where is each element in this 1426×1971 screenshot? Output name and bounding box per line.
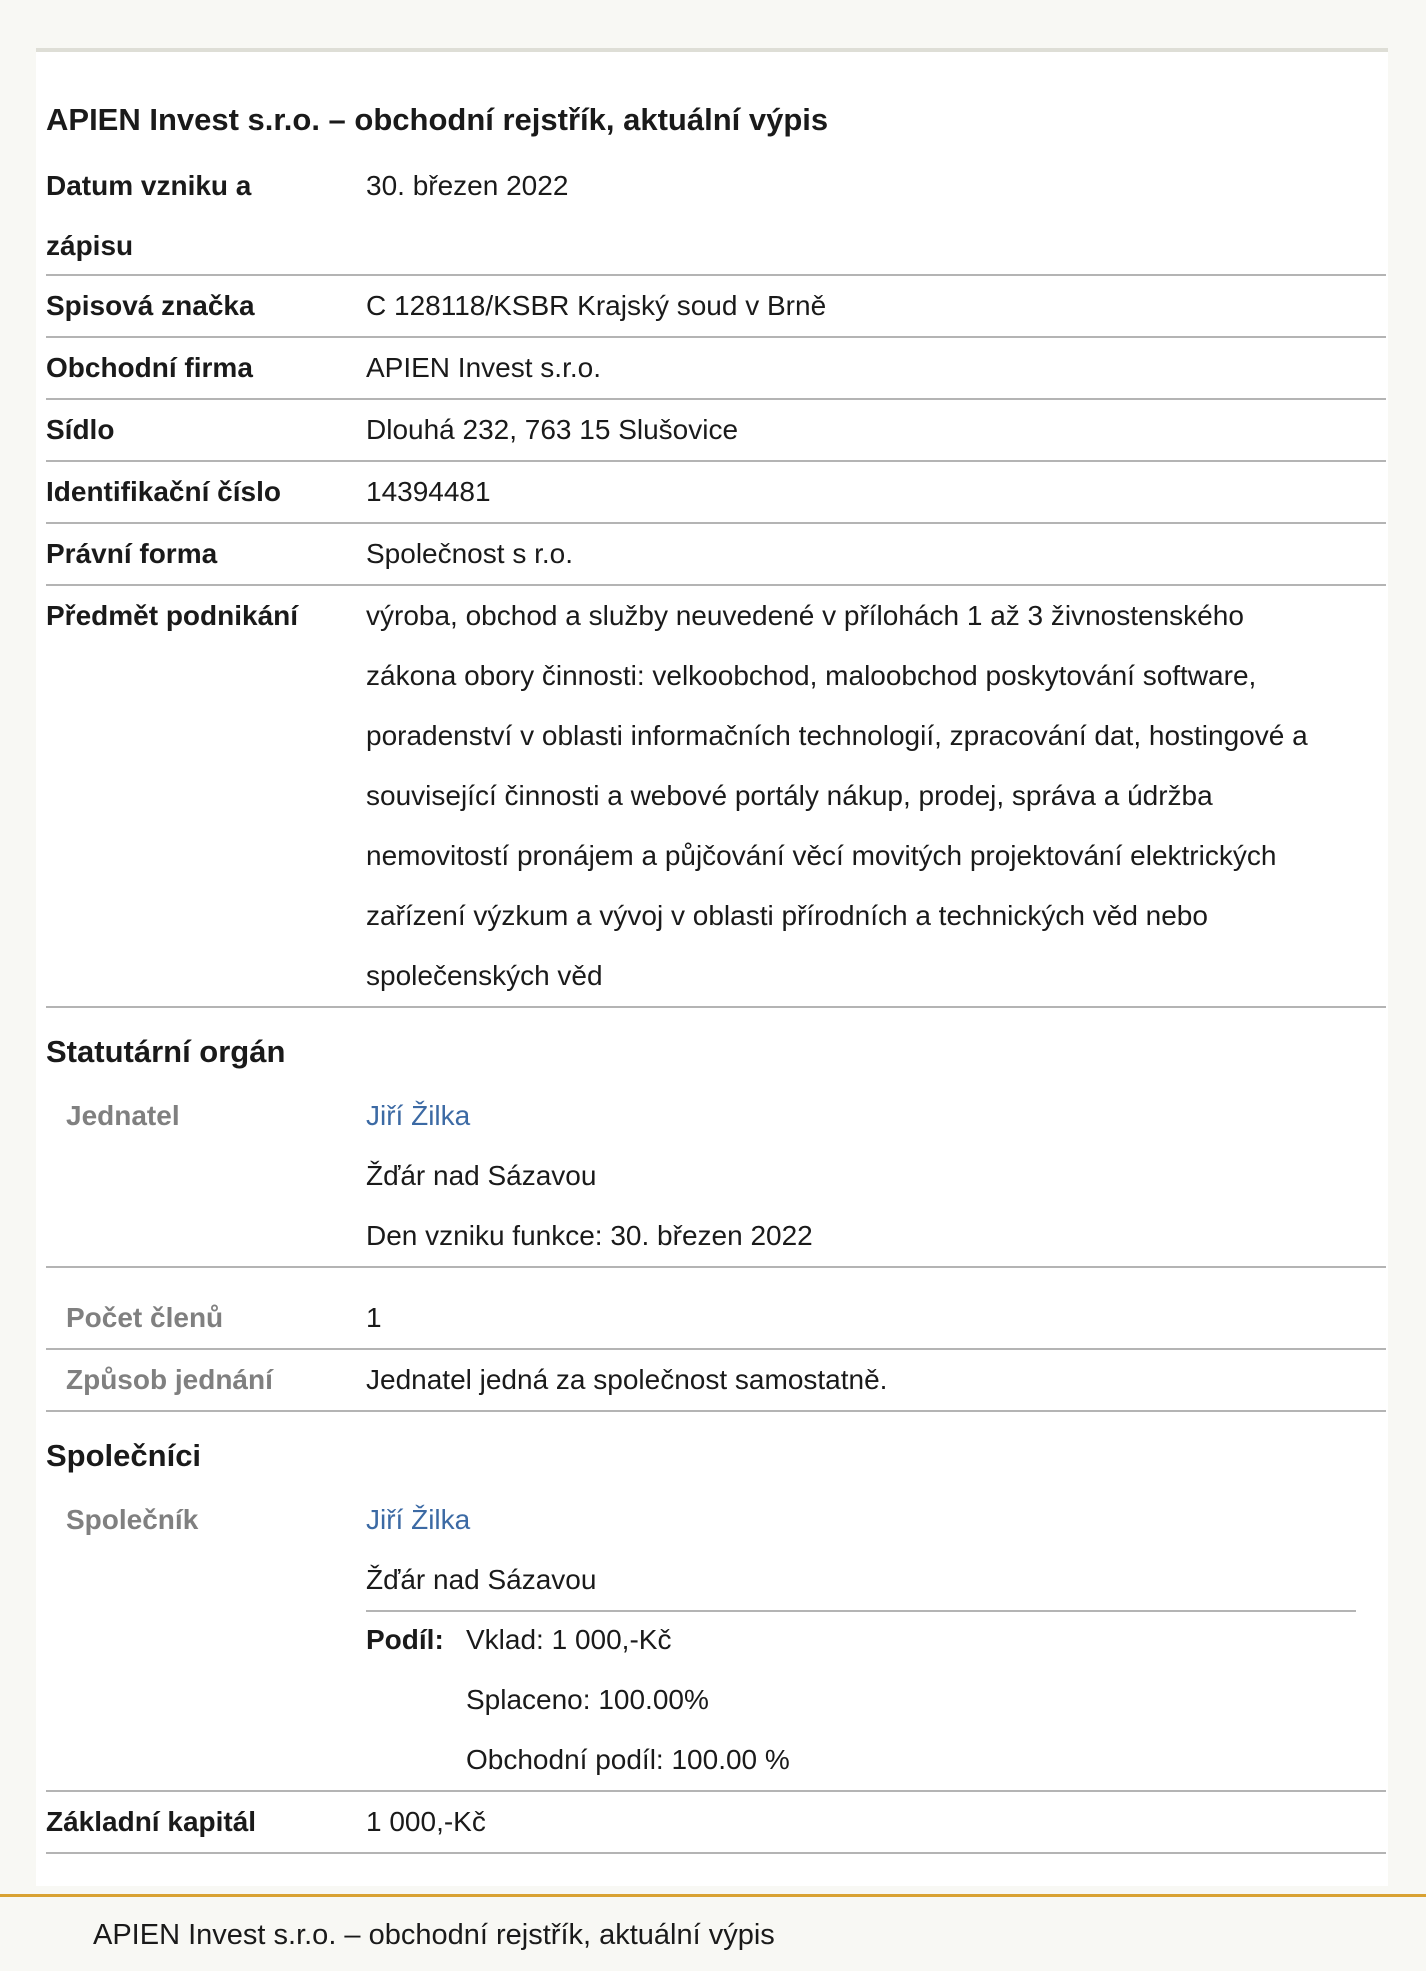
row-label: Počet členů: [66, 1302, 224, 1333]
row-value: Dlouhá 232, 763 15 Slušovice: [366, 414, 739, 445]
row-label: Základní kapitál: [46, 1806, 257, 1837]
executive-name-link[interactable]: Jiří Žilka: [366, 1100, 471, 1131]
share-label: Podíl:: [366, 1624, 444, 1655]
row-label: Způsob jednání: [66, 1364, 273, 1395]
row-value: [366, 586, 1386, 1006]
share-deposit: Vklad: 1 000,-Kč: [466, 1624, 672, 1655]
row-partner: [46, 1490, 1386, 1792]
row-value: APIEN Invest s.r.o.: [366, 352, 601, 383]
section-heading-partners: Společníci: [46, 1438, 202, 1473]
section-heading-statutory: Statutární orgán: [46, 1034, 286, 1069]
row-executive: [46, 1086, 1386, 1268]
row-value: [366, 1490, 1386, 1610]
row-label: Společník: [66, 1504, 199, 1535]
row-seat: [46, 400, 1386, 462]
executive-since: Den vzniku funkce: 30. březen 2022: [366, 1220, 813, 1251]
executive-city: Žďár nad Sázavou: [366, 1160, 597, 1191]
row-label: [46, 156, 346, 276]
value-line: výroba, obchod a služby neuvedené v přílohách 1 až 3 živnostenského: [366, 600, 1244, 631]
footer-title: APIEN Invest s.r.o. – obchodní rejstřík, aktuální výpis: [93, 1919, 775, 1951]
row-value: 14394481: [366, 476, 491, 507]
partner-name-link[interactable]: Jiří Žilka: [366, 1504, 471, 1535]
value-line: společenských věd: [366, 960, 603, 991]
label-line: Datum vzniku a: [46, 170, 252, 201]
row-label: Obchodní firma: [46, 352, 253, 383]
row-label: Spisová značka: [46, 290, 255, 321]
page-title: APIEN Invest s.r.o. – obchodní rejstřík, aktuální výpis: [46, 102, 829, 137]
share-paid: Splaceno: 100.00%: [466, 1684, 709, 1715]
value-line: související činnosti a webové portály nákup, prodej, správa a údržba: [366, 780, 1213, 811]
row-legal-form: [46, 524, 1386, 586]
footer-bar: [0, 1894, 1426, 1971]
row-id-number: [46, 462, 1386, 524]
value-line: poradenství v oblasti informačních technologií, zpracování dat, hostingové a: [366, 720, 1308, 751]
row-label: Právní forma: [46, 538, 218, 569]
row-value: Společnost s r.o.: [366, 538, 574, 569]
row-value: Jednatel jedná za společnost samostatně.: [366, 1364, 888, 1395]
register-card: [36, 48, 1388, 1886]
row-label: Jednatel: [66, 1100, 180, 1131]
value-line: nemovitostí pronájem a půjčování věcí movitých projektování elektrických: [366, 840, 1277, 871]
share-business-share: Obchodní podíl: 100.00 %: [466, 1744, 790, 1775]
label-line: zápisu: [46, 230, 134, 261]
row-value: C 128118/KSBR Krajský soud v Brně: [366, 290, 827, 321]
row-label: Identifikační číslo: [46, 476, 281, 507]
row-business-activity: [46, 586, 1386, 1008]
partner-city: Žďár nad Sázavou: [366, 1564, 597, 1595]
row-file-number: [46, 276, 1386, 338]
row-date-established: [46, 156, 1386, 276]
row-value: 30. březen 2022: [366, 170, 569, 201]
row-value: 1: [366, 1302, 382, 1333]
row-company-name: [46, 338, 1386, 400]
value-line: zákona obory činnosti: velkoobchod, maloobchod poskytování software,: [366, 660, 1257, 691]
share-values: [466, 1610, 790, 1790]
row-value: 1 000,-Kč: [366, 1806, 486, 1837]
value-line: zařízení výzkum a vývoj v oblasti přírodních a technických věd nebo: [366, 900, 1208, 931]
row-value: [366, 1086, 1386, 1266]
row-label: Předmět podnikání: [46, 600, 299, 631]
row-label: Sídlo: [46, 414, 115, 445]
row-member-count: [46, 1288, 1386, 1350]
row-manner-of-acting: [46, 1350, 1386, 1412]
row-share-capital: [46, 1792, 1386, 1854]
